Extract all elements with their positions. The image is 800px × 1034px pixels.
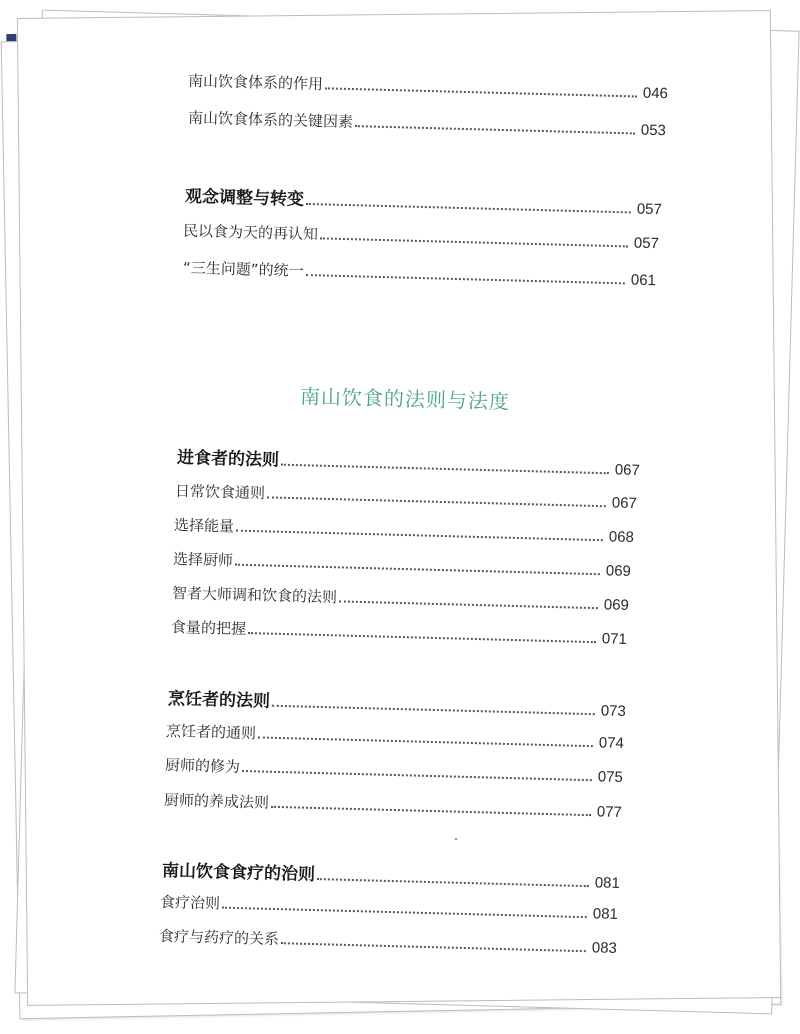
toc-entry-page: 077	[596, 803, 623, 821]
dot-leader	[272, 705, 595, 715]
toc-entry[interactable]	[188, 70, 668, 104]
toc-entry-page: 068	[608, 528, 635, 547]
toc-entry-title: 选择能量	[173, 515, 235, 536]
toc-entry[interactable]	[171, 616, 627, 649]
toc-entry-title: 食量的把握	[170, 618, 247, 638]
toc-entry[interactable]	[175, 480, 637, 513]
dot-leader	[236, 530, 603, 542]
toc-entry[interactable]	[165, 754, 623, 787]
toc-entry[interactable]	[172, 582, 629, 615]
dot-leader	[281, 942, 586, 952]
toc-entry-title: “三生问题”的统一	[182, 258, 304, 280]
dot-leader	[325, 87, 637, 97]
toc-entry-title: 烹饪者的通则	[165, 722, 257, 743]
toc-entry-page: 074	[598, 734, 625, 752]
dot-leader	[306, 203, 631, 214]
toc-heading[interactable]	[177, 443, 640, 480]
toc-heading-page: 067	[614, 461, 641, 480]
dot-leader	[281, 464, 609, 475]
toc-entry[interactable]	[164, 789, 622, 822]
dot-leader	[222, 907, 587, 919]
toc-heading-title: 南山饮食食疗的治则	[161, 861, 316, 886]
toc-entry[interactable]	[183, 220, 659, 253]
dot-leader	[248, 632, 596, 643]
toc-entry-page: 067	[611, 494, 638, 513]
toc-entry-page: 046	[642, 84, 669, 103]
toc-heading-title: 进食者的法则	[176, 447, 280, 471]
toc-entry[interactable]	[183, 257, 656, 290]
toc-entry-title: 食疗治则	[159, 893, 221, 913]
toc-heading-page: 073	[600, 702, 627, 720]
dot-leader	[339, 600, 598, 609]
toc-entry-page: 071	[601, 630, 628, 648]
toc-heading[interactable]	[185, 182, 662, 219]
toc-entry-title: 民以食为天的再认知	[182, 221, 319, 244]
toc-heading[interactable]	[162, 856, 620, 893]
toc-entry-page: 069	[603, 596, 630, 614]
toc-heading-page: 081	[594, 874, 621, 892]
toc-entry-title: 日常饮食通则	[174, 481, 266, 503]
toc-entry-title: 厨师的养成法则	[163, 791, 270, 812]
toc-entry-title: 食疗与药疗的关系	[158, 927, 280, 949]
toc-entry[interactable]	[160, 891, 618, 924]
toc-entry-title: 南山饮食体系的作用	[187, 71, 324, 94]
toc-entry-title: 南山饮食体系的关键因素	[187, 108, 354, 132]
section-title: 南山饮食的法则与法度	[299, 384, 511, 414]
dot-leader	[242, 770, 592, 781]
toc-entry-page: 083	[591, 939, 618, 957]
dot-leader	[258, 736, 593, 747]
toc-entry[interactable]	[188, 107, 666, 141]
toc-entry[interactable]	[174, 514, 634, 547]
toc-entry-title: 厨师的修为	[164, 756, 241, 776]
toc-entry-page: 057	[633, 234, 660, 253]
toc-entry-page: 069	[605, 562, 632, 580]
dot-leader	[271, 806, 591, 816]
dot-leader	[355, 125, 635, 134]
toc-entry-page: 061	[630, 271, 657, 290]
toc-entry-page: 053	[640, 121, 667, 140]
toc-entry-title: 选择厨师	[172, 550, 234, 570]
speck	[455, 838, 457, 840]
toc-heading-title: 观念调整与转变	[184, 186, 305, 210]
dot-leader	[235, 564, 600, 576]
toc-entry[interactable]	[166, 720, 624, 753]
toc-heading-title: 烹饪者的法则	[167, 689, 271, 712]
dot-leader	[267, 496, 606, 507]
dot-leader	[305, 274, 624, 284]
toc-entry-title: 智者大师调和饮食的法则	[171, 584, 338, 607]
toc-heading[interactable]	[168, 684, 626, 721]
toc-entry[interactable]	[159, 925, 617, 958]
toc-entry-page: 081	[592, 905, 619, 923]
dot-leader	[320, 237, 628, 247]
toc-entry-page: 075	[597, 768, 624, 786]
toc-entry[interactable]	[173, 548, 631, 581]
toc-heading-page: 057	[636, 200, 663, 219]
dot-leader	[317, 878, 589, 887]
